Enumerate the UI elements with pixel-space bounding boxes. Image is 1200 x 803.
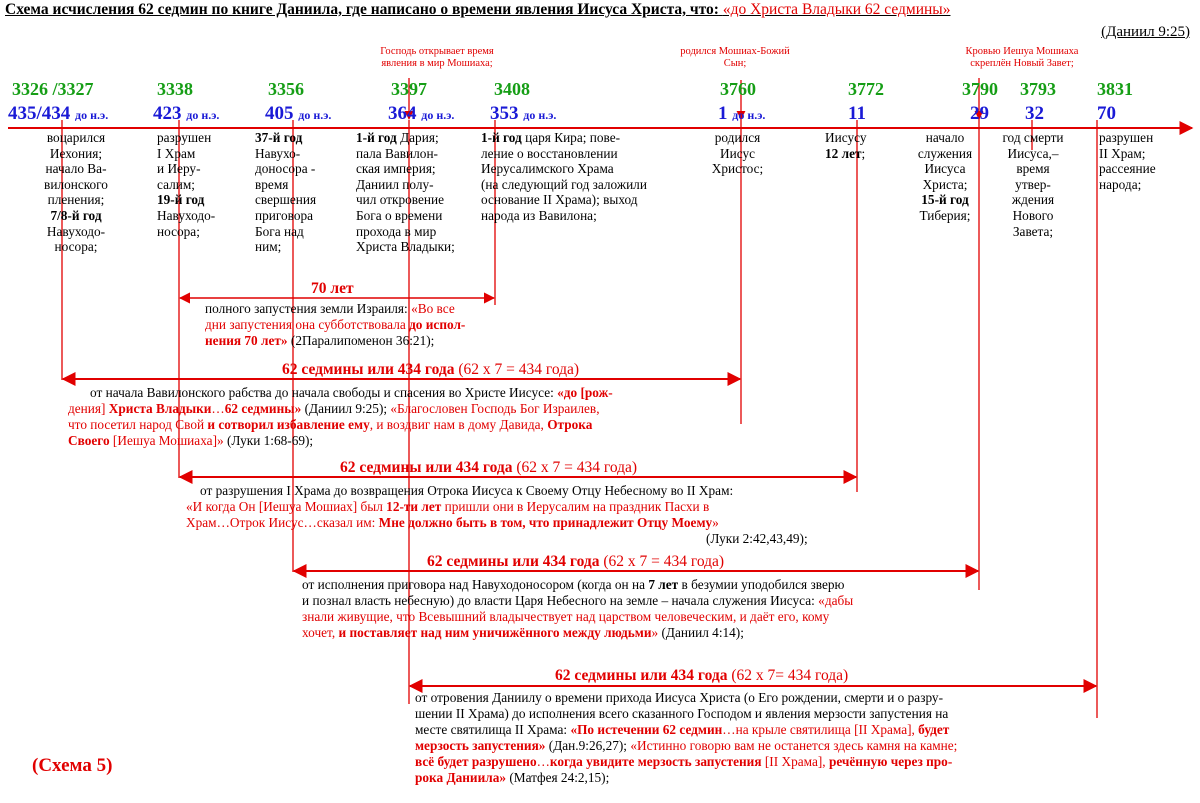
bc-suffix: до н.э.	[298, 108, 332, 122]
bc-suffix: до н.э.	[186, 108, 220, 122]
span-1-header: 62 седмины или 434 года (62 х 7 = 434 года)	[282, 361, 580, 378]
span-1-text: от начала Вавилонского рабства до начала свободы и спасения во Христе Иисусе: «до [рож- дения] Христа Владыки…62 седмины» (Даниил 9:25); «Благословен Господь Бог Израилев, что посетил народ Свой и сотворил избавление ему, и воздвиг нам в дому Давида, Отрока Своего [Иешуа Мошиаха]» (Луки 1:68-69);	[68, 385, 613, 448]
event-ministry-start: начало служения Иисуса Христа; 15-й год Тиберия;	[917, 130, 973, 223]
span-4-text: от отровения Даниилу о времени прихода Иисуса Христа (о Его рождении, смерти и о разру- шении II Храма) до исполнения всего сказанного Господом и явления мерзости запустения на месте святилища II Храма: «По истечении 62 седмин…на крыле святилища [II Храма], будет мерзость запустения» (Дан.9:26,27); «Истинно говорю вам не останется здесь камня на камне; всё будет разрушено…когда увидите мерзость запустения [II Храма], речённую через про- рока Даниила» (Матфея 24:2,15);	[415, 690, 958, 785]
year-3760: 3760	[720, 79, 756, 99]
span-2-text: от разрушения I Храма до возвращения Отрока Иисуса к Своему Отцу Небесному во II Храм: «И когда Он [Иешуа Мошиах] был 12-ти лет пришли они в Иерусалим на праздник Пасхи в Храм…Отрок Иисус…сказал им: Мне должно быть в том, что принадлежит Отцу Моему» (Луки 2:42,43,49);	[186, 483, 808, 546]
bc-suffix: до н.э.	[523, 108, 557, 122]
note-new-covenant: Кровью Иешуа Мошиаха скреплён Новый Завет;	[965, 46, 1079, 69]
diagram-title	[5, 1, 950, 19]
year-3356: 3356	[268, 79, 304, 99]
event-darius: 1-й год Дария; пала Вавилон- ская империя; Даниил полу- чил откровение Бога о времени прохода в мир Христа Владыки;	[356, 130, 455, 255]
date-11: 11	[848, 103, 866, 124]
year-3408: 3408	[494, 79, 530, 99]
date-435: 435/434 до н.э.	[8, 103, 109, 124]
date-423: 423 до н.э.	[153, 103, 220, 124]
year-3790: 3790	[962, 79, 998, 99]
bc-suffix: до н.э.	[421, 108, 455, 122]
title-main: Схема исчисления 62 седмин по книге Даниила, где написано о времени явления Иисуса Христа, что:	[5, 1, 719, 18]
note-birth: родился Мошиах-Божий Сын;	[680, 46, 790, 69]
event-jesus-12: Иисусу 12 лет;	[825, 130, 867, 161]
title-reference: (Даниил 9:25)	[1101, 24, 1190, 40]
date-353: 353 до н.э.	[490, 103, 557, 124]
seventy-years-text: полного запустения земли Израиля: «Во все дни запустения она субботствовала до испол- нения 70 лет» (2Паралипоменон 36:21);	[205, 301, 466, 348]
note-revelation: Господь открывает время явления в мир Мошиаха;	[380, 46, 494, 69]
year-3772: 3772	[848, 79, 884, 99]
span-2-header: 62 седмины или 434 года (62 х 7 = 434 года)	[340, 459, 638, 476]
date-32: 32	[1025, 103, 1044, 124]
event-cyrus: 1-й год царя Кира; пове- ление о восстановлении Иерусалимского Храма (на следующий год заложили основание II Храма); выход народа из Вавилона;	[481, 130, 647, 223]
date-29: 29	[970, 103, 989, 124]
date-1: 1 до н.э.	[718, 103, 766, 124]
scheme-label: (Схема 5)	[32, 755, 113, 776]
span-3-header: 62 седмины или 434 года (62 х 7 = 434 года)	[427, 553, 725, 570]
span-3-text: от исполнения приговора над Навуходоносором (когда он на 7 лет в безумии уподобился зверю и познал власть небесную) до власти Царя Небесного на земле – начала служения Иисуса: «дабы знали живущие, что Всевышний владычествует над царством человеческим, и даёт его, кому хочет, и поставляет над ним уничижённого между людьми» (Даниил 4:14);	[302, 577, 854, 640]
event-birth-of-jesus: родился Иисус Христос;	[711, 130, 764, 177]
date-70: 70	[1097, 103, 1116, 124]
event-temple-destroyed: разрушен I Храм и Иеру- салим; 19-й год Навуходо- носора;	[157, 130, 216, 239]
event-new-covenant: год смерти Иисуса,– время утвер- ждения Нового Завета;	[1002, 130, 1064, 239]
date-405: 405 до н.э.	[265, 103, 332, 124]
bc-suffix: до н.э.	[732, 108, 766, 122]
seventy-years-header: 70 лет	[311, 280, 354, 297]
event-37th-year: 37-й год Навухо- доносора - время свершения приговора Бога над ним;	[255, 130, 317, 255]
year-3326: 3326 /3327	[12, 79, 94, 99]
event-second-temple-destroyed: разрушен II Храм; рассеяние народа;	[1099, 130, 1156, 192]
year-3397: 3397	[391, 79, 427, 99]
year-3793: 3793	[1020, 79, 1056, 99]
title-quote: «до Христа Владыки 62 седмины»	[722, 1, 951, 18]
year-3338: 3338	[157, 79, 193, 99]
event-jehoiachin: воцарился Иехония; начало Ва- вилонского пленения; 7/8-й год Навуходо- носора;	[44, 130, 108, 255]
date-364: 364 до н.э.	[388, 103, 455, 124]
bc-suffix: до н.э.	[75, 108, 109, 122]
span-4-header: 62 седмины или 434 года (62 х 7= 434 года)	[555, 667, 849, 684]
year-3831: 3831	[1097, 79, 1133, 99]
